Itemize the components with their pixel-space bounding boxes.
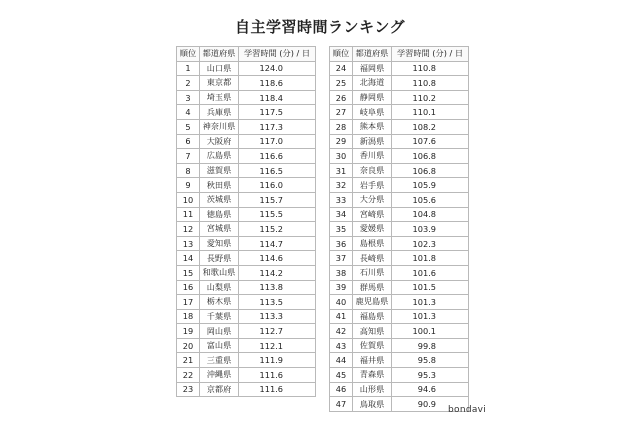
prefecture-cell: 石川県 (353, 265, 392, 280)
rank-cell: 37 (330, 251, 353, 266)
rank-cell: 38 (330, 265, 353, 280)
table-row (177, 61, 316, 76)
table-row (330, 295, 469, 310)
rank-cell: 34 (330, 207, 353, 222)
prefecture-cell: 愛知県 (200, 236, 239, 251)
table-row (330, 90, 469, 105)
header-prefecture: 都道府県 (353, 47, 392, 62)
study-time-cell: 116.6 (239, 149, 316, 164)
table-row (330, 265, 469, 280)
study-time-cell: 115.7 (239, 192, 316, 207)
prefecture-cell: 滋賀県 (200, 163, 239, 178)
ranking-table-left (176, 46, 316, 397)
table-row (177, 382, 316, 397)
rank-cell: 19 (177, 324, 200, 339)
rank-cell: 6 (177, 134, 200, 149)
rank-cell: 23 (177, 382, 200, 397)
table-row (330, 382, 469, 397)
prefecture-cell: 群馬県 (353, 280, 392, 295)
study-time-cell: 102.3 (392, 236, 469, 251)
study-time-cell: 111.6 (239, 382, 316, 397)
prefecture-cell: 高知県 (353, 324, 392, 339)
prefecture-cell: 和歌山県 (200, 265, 239, 280)
prefecture-cell: 徳島県 (200, 207, 239, 222)
table-row (330, 76, 469, 91)
study-time-cell: 105.9 (392, 178, 469, 193)
table-row (330, 149, 469, 164)
study-time-cell: 111.6 (239, 368, 316, 383)
table-row (177, 163, 316, 178)
table-row (177, 90, 316, 105)
table-row (330, 251, 469, 266)
rank-cell: 10 (177, 192, 200, 207)
study-time-cell: 114.7 (239, 236, 316, 251)
table-row (177, 324, 316, 339)
study-time-cell: 113.3 (239, 309, 316, 324)
prefecture-cell: 兵庫県 (200, 105, 239, 120)
study-time-cell: 113.5 (239, 295, 316, 310)
rank-cell: 22 (177, 368, 200, 383)
header-study-time: 学習時間 (分) / 日 (392, 47, 469, 62)
study-time-cell: 112.7 (239, 324, 316, 339)
study-time-cell: 95.8 (392, 353, 469, 368)
table-row (177, 265, 316, 280)
table-row (330, 163, 469, 178)
table-row (330, 324, 469, 339)
study-time-cell: 106.8 (392, 163, 469, 178)
rank-cell: 43 (330, 338, 353, 353)
study-time-cell: 104.8 (392, 207, 469, 222)
study-time-cell: 115.5 (239, 207, 316, 222)
rank-cell: 26 (330, 90, 353, 105)
study-time-cell: 111.9 (239, 353, 316, 368)
table-row (177, 236, 316, 251)
table-row (330, 134, 469, 149)
table-row (177, 222, 316, 237)
prefecture-cell: 秋田県 (200, 178, 239, 193)
rank-cell: 15 (177, 265, 200, 280)
prefecture-cell: 佐賀県 (353, 338, 392, 353)
table-row (330, 119, 469, 134)
rank-cell: 33 (330, 192, 353, 207)
study-time-cell: 113.8 (239, 280, 316, 295)
header-rank: 順位 (177, 47, 200, 62)
study-time-cell: 101.5 (392, 280, 469, 295)
rank-cell: 13 (177, 236, 200, 251)
table-row (177, 309, 316, 324)
rank-cell: 20 (177, 338, 200, 353)
table-row (177, 295, 316, 310)
rank-cell: 16 (177, 280, 200, 295)
table-row (177, 207, 316, 222)
table-row (330, 353, 469, 368)
rank-cell: 11 (177, 207, 200, 222)
table-row (330, 207, 469, 222)
table-row (330, 236, 469, 251)
study-time-cell: 101.6 (392, 265, 469, 280)
prefecture-cell: 千葉県 (200, 309, 239, 324)
prefecture-cell: 静岡県 (353, 90, 392, 105)
rank-cell: 21 (177, 353, 200, 368)
prefecture-cell: 岐阜県 (353, 105, 392, 120)
study-time-cell: 117.0 (239, 134, 316, 149)
rank-cell: 27 (330, 105, 353, 120)
prefecture-cell: 山口県 (200, 61, 239, 76)
prefecture-cell: 福島県 (353, 309, 392, 324)
study-time-cell: 124.0 (239, 61, 316, 76)
study-time-cell: 99.8 (392, 338, 469, 353)
table-row (330, 280, 469, 295)
ranking-table-right (329, 46, 469, 412)
prefecture-cell: 栃木県 (200, 295, 239, 310)
prefecture-cell: 北海道 (353, 76, 392, 91)
table-row (177, 149, 316, 164)
rank-cell: 12 (177, 222, 200, 237)
prefecture-cell: 岩手県 (353, 178, 392, 193)
prefecture-cell: 三重県 (200, 353, 239, 368)
prefecture-cell: 新潟県 (353, 134, 392, 149)
rank-cell: 44 (330, 353, 353, 368)
table-row (177, 192, 316, 207)
prefecture-cell: 埼玉県 (200, 90, 239, 105)
prefecture-cell: 山梨県 (200, 280, 239, 295)
rank-cell: 3 (177, 90, 200, 105)
study-time-cell: 101.3 (392, 309, 469, 324)
table-row (177, 353, 316, 368)
table-row (330, 338, 469, 353)
rank-cell: 45 (330, 368, 353, 383)
study-time-cell: 107.6 (392, 134, 469, 149)
table-row (330, 309, 469, 324)
prefecture-cell: 熊本県 (353, 119, 392, 134)
study-time-cell: 105.6 (392, 192, 469, 207)
header-study-time: 学習時間 (分) / 日 (239, 47, 316, 62)
prefecture-cell: 長野県 (200, 251, 239, 266)
table-row (177, 134, 316, 149)
prefecture-cell: 東京都 (200, 76, 239, 91)
rank-cell: 28 (330, 119, 353, 134)
study-time-cell: 106.8 (392, 149, 469, 164)
study-time-cell: 112.1 (239, 338, 316, 353)
prefecture-cell: 鹿児島県 (353, 295, 392, 310)
table-row (330, 222, 469, 237)
table-row (177, 178, 316, 193)
rank-cell: 29 (330, 134, 353, 149)
table-row (330, 192, 469, 207)
rank-cell: 4 (177, 105, 200, 120)
page-title: 自主学習時間ランキング (234, 18, 406, 36)
prefecture-cell: 大阪府 (200, 134, 239, 149)
prefecture-cell: 青森県 (353, 368, 392, 383)
table-row (330, 61, 469, 76)
prefecture-cell: 広島県 (200, 149, 239, 164)
table-row (177, 338, 316, 353)
prefecture-cell: 富山県 (200, 338, 239, 353)
rank-cell: 46 (330, 382, 353, 397)
table-row (177, 251, 316, 266)
header-rank: 順位 (330, 47, 353, 62)
prefecture-cell: 沖縄県 (200, 368, 239, 383)
study-time-cell: 116.0 (239, 178, 316, 193)
prefecture-cell: 福井県 (353, 353, 392, 368)
study-time-cell: 108.2 (392, 119, 469, 134)
study-time-cell: 90.9 (392, 397, 469, 412)
rank-cell: 1 (177, 61, 200, 76)
rank-cell: 7 (177, 149, 200, 164)
prefecture-cell: 神奈川県 (200, 119, 239, 134)
prefecture-cell: 鳥取県 (353, 397, 392, 412)
table-row (330, 105, 469, 120)
credit-watermark: bondavi (448, 405, 487, 415)
prefecture-cell: 奈良県 (353, 163, 392, 178)
prefecture-cell: 京都府 (200, 382, 239, 397)
study-time-cell: 117.5 (239, 105, 316, 120)
prefecture-cell: 愛媛県 (353, 222, 392, 237)
rank-cell: 17 (177, 295, 200, 310)
prefecture-cell: 山形県 (353, 382, 392, 397)
rank-cell: 32 (330, 178, 353, 193)
rank-cell: 35 (330, 222, 353, 237)
rank-cell: 25 (330, 76, 353, 91)
table-row (177, 119, 316, 134)
rank-cell: 31 (330, 163, 353, 178)
study-time-cell: 117.3 (239, 119, 316, 134)
header-prefecture: 都道府県 (200, 47, 239, 62)
study-time-cell: 110.1 (392, 105, 469, 120)
table-row (330, 178, 469, 193)
study-time-cell: 110.8 (392, 76, 469, 91)
rank-cell: 42 (330, 324, 353, 339)
rank-cell: 9 (177, 178, 200, 193)
prefecture-cell: 島根県 (353, 236, 392, 251)
study-time-cell: 101.8 (392, 251, 469, 266)
rank-cell: 30 (330, 149, 353, 164)
rank-cell: 40 (330, 295, 353, 310)
study-time-cell: 95.3 (392, 368, 469, 383)
study-time-cell: 100.1 (392, 324, 469, 339)
table-row (177, 105, 316, 120)
table-row (330, 368, 469, 383)
study-time-cell: 94.6 (392, 382, 469, 397)
prefecture-cell: 宮城県 (200, 222, 239, 237)
rank-cell: 24 (330, 61, 353, 76)
prefecture-cell: 香川県 (353, 149, 392, 164)
study-time-cell: 103.9 (392, 222, 469, 237)
table-header-row (330, 47, 469, 62)
prefecture-cell: 長崎県 (353, 251, 392, 266)
prefecture-cell: 大分県 (353, 192, 392, 207)
rank-cell: 5 (177, 119, 200, 134)
rank-cell: 39 (330, 280, 353, 295)
table-header-row (177, 47, 316, 62)
prefecture-cell: 宮崎県 (353, 207, 392, 222)
table-row (177, 76, 316, 91)
study-time-cell: 118.4 (239, 90, 316, 105)
rank-cell: 14 (177, 251, 200, 266)
study-time-cell: 116.5 (239, 163, 316, 178)
rank-cell: 8 (177, 163, 200, 178)
rank-cell: 2 (177, 76, 200, 91)
study-time-cell: 115.2 (239, 222, 316, 237)
rank-cell: 41 (330, 309, 353, 324)
table-row (177, 368, 316, 383)
prefecture-cell: 茨城県 (200, 192, 239, 207)
rank-cell: 47 (330, 397, 353, 412)
study-time-cell: 110.2 (392, 90, 469, 105)
table-row (177, 280, 316, 295)
rank-cell: 18 (177, 309, 200, 324)
study-time-cell: 101.3 (392, 295, 469, 310)
prefecture-cell: 福岡県 (353, 61, 392, 76)
study-time-cell: 114.2 (239, 265, 316, 280)
study-time-cell: 118.6 (239, 76, 316, 91)
study-time-cell: 110.8 (392, 61, 469, 76)
study-time-cell: 114.6 (239, 251, 316, 266)
rank-cell: 36 (330, 236, 353, 251)
prefecture-cell: 岡山県 (200, 324, 239, 339)
